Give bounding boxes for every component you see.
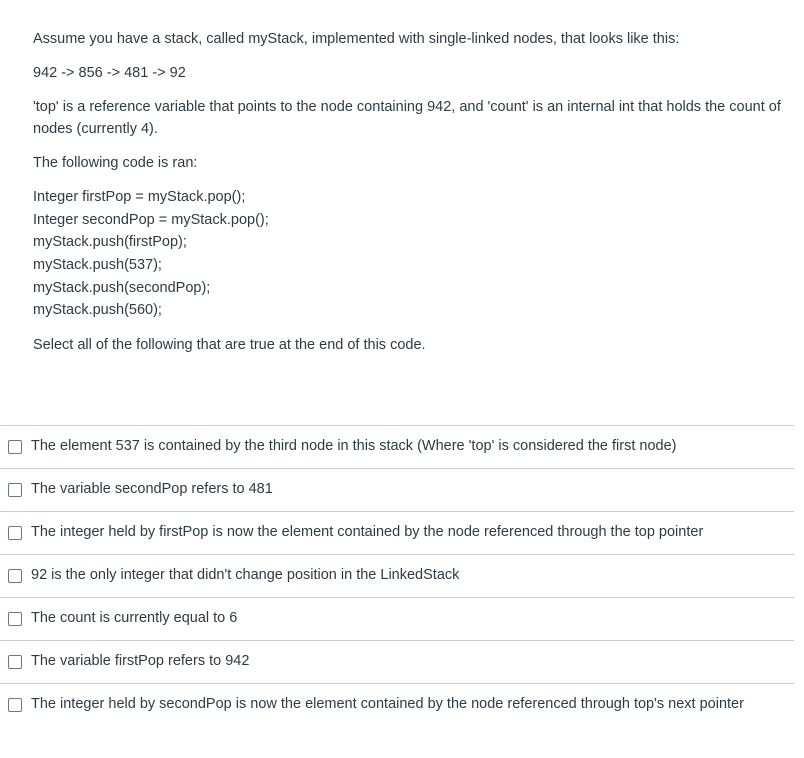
answer-label[interactable]: The variable firstPop refers to 942 — [31, 653, 250, 669]
checkbox-icon[interactable] — [8, 440, 22, 454]
question-text — [33, 28, 783, 356]
checkbox-icon[interactable] — [8, 698, 22, 712]
answer-option-1[interactable] — [0, 426, 794, 469]
checkbox-icon[interactable] — [8, 569, 22, 583]
code-line: myStack.push(firstPop); — [33, 234, 187, 251]
answer-label[interactable]: The integer held by secondPop is now the element contained by the node referenced through top's next pointer — [31, 696, 744, 712]
code-line: myStack.push(560); — [33, 302, 162, 319]
code-intro: The following code is ran: — [33, 155, 198, 171]
question-prompt: Select all of the following that are true at the end of this code. — [33, 337, 426, 354]
code-line: myStack.push(537); — [33, 257, 162, 274]
answer-option-6[interactable] — [0, 641, 794, 684]
code-line: Integer firstPop = myStack.pop(); — [33, 189, 246, 205]
answer-option-2[interactable] — [0, 469, 794, 512]
checkbox-icon[interactable] — [8, 483, 22, 497]
answer-option-4[interactable] — [0, 555, 794, 598]
question-description: 'top' is a reference variable that points to the node containing 942, and 'count' is an internal int that holds the count of nodes (currently 4). — [33, 99, 781, 137]
answer-label[interactable]: The count is currently equal to 6 — [31, 610, 238, 626]
question-intro: Assume you have a stack, called myStack, implemented with single-linked nodes, that looks like this: — [33, 31, 680, 47]
answer-label[interactable]: 92 is the only integer that didn't change position in the LinkedStack — [31, 567, 460, 583]
answer-option-7[interactable] — [0, 684, 794, 726]
checkbox-icon[interactable] — [8, 526, 22, 540]
answer-label[interactable]: The integer held by firstPop is now the element contained by the node referenced through the top pointer — [31, 524, 704, 540]
checkbox-icon[interactable] — [8, 612, 22, 626]
answer-label[interactable]: The element 537 is contained by the third node in this stack (Where 'top' is considered the first node) — [31, 438, 677, 454]
answer-option-5[interactable] — [0, 598, 794, 641]
code-line: myStack.push(secondPop); — [33, 279, 211, 296]
answer-label[interactable]: The variable secondPop refers to 481 — [31, 481, 273, 497]
code-block — [33, 186, 783, 322]
checkbox-icon[interactable] — [8, 655, 22, 669]
stack-chain: 942 -> 856 -> 481 -> 92 — [33, 65, 186, 81]
answer-list — [0, 425, 794, 726]
code-line: Integer secondPop = myStack.pop(); — [33, 211, 269, 228]
answer-option-3[interactable] — [0, 512, 794, 555]
